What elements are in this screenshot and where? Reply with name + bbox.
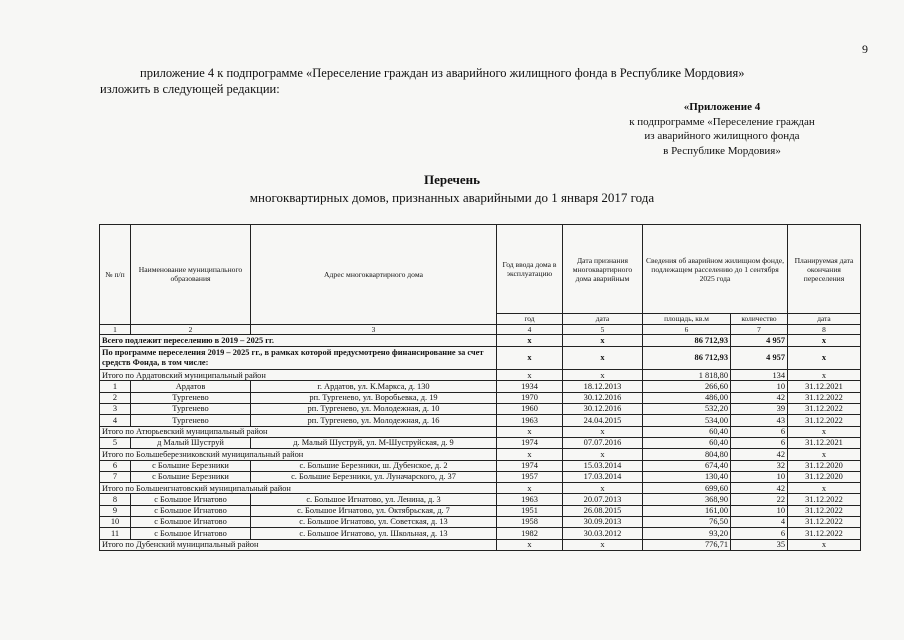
cell-number: 8 bbox=[100, 494, 131, 505]
cell-end-date: 31.12.2022 bbox=[788, 528, 861, 539]
cell-area: 534,00 bbox=[643, 415, 731, 426]
cell-area: 60,40 bbox=[643, 426, 731, 437]
table-row bbox=[100, 460, 861, 471]
district-total-row bbox=[100, 426, 861, 437]
housing-table bbox=[99, 224, 861, 551]
cell-area: 266,60 bbox=[643, 381, 731, 392]
cell-count: 42 bbox=[731, 483, 788, 494]
cell-area: 486,00 bbox=[643, 392, 731, 403]
cell-date: 30.12.2016 bbox=[563, 404, 643, 415]
cell-end-date: 31.12.2022 bbox=[788, 494, 861, 505]
cell-count: 6 bbox=[731, 437, 788, 448]
cell-year: x bbox=[497, 449, 563, 460]
cell-municipality: с Большие Березники bbox=[131, 471, 251, 482]
cell-year: 1974 bbox=[497, 460, 563, 471]
cell-date: x bbox=[563, 426, 643, 437]
cell-end-date: x bbox=[788, 539, 861, 550]
table-row bbox=[100, 437, 861, 448]
cell-area: 699,60 bbox=[643, 483, 731, 494]
cell-municipality: с Большое Игнатово bbox=[131, 505, 251, 516]
district-total-label: Итого по Атюрьевский муниципальный район bbox=[100, 426, 497, 437]
total-count: 4 957 bbox=[731, 335, 788, 347]
cell-count: 43 bbox=[731, 415, 788, 426]
cell-address: с. Большие Березники, ш. Дубенское, д. 2 bbox=[251, 460, 497, 471]
total-row bbox=[100, 335, 861, 347]
cell-municipality: Тургенево bbox=[131, 392, 251, 403]
cell-number: 3 bbox=[100, 404, 131, 415]
appendix-block bbox=[602, 100, 842, 158]
header-cell: № п/п bbox=[100, 225, 131, 325]
appendix-line-2: из аварийного жилищного фонда bbox=[644, 130, 800, 142]
cell-end-date: 31.12.2021 bbox=[788, 381, 861, 392]
cell-municipality: с Большое Игнатово bbox=[131, 494, 251, 505]
cell-number: 2 bbox=[100, 392, 131, 403]
cell-end-date: 31.12.2022 bbox=[788, 505, 861, 516]
program-area: 86 712,93 bbox=[643, 347, 731, 370]
cell-area: 1 818,80 bbox=[643, 370, 731, 381]
cell-end-date: 31.12.2022 bbox=[788, 415, 861, 426]
subheader-cell: дата bbox=[563, 314, 643, 325]
cell-end-date: x bbox=[788, 449, 861, 460]
total-label: Всего подлежит переселению в 2019 – 2025 гг. bbox=[100, 335, 497, 347]
index-cell: 7 bbox=[731, 324, 788, 335]
table-row bbox=[100, 517, 861, 528]
cell-municipality: с Большое Игнатово bbox=[131, 528, 251, 539]
cell-municipality: с Большое Игнатово bbox=[131, 517, 251, 528]
cell-area: 76,50 bbox=[643, 517, 731, 528]
cell-area: 161,00 bbox=[643, 505, 731, 516]
cell-end-date: 31.12.2020 bbox=[788, 460, 861, 471]
cell-address: с. Большое Игнатово, ул. Ленина, д. 3 bbox=[251, 494, 497, 505]
index-cell: 6 bbox=[643, 324, 731, 335]
table-row bbox=[100, 471, 861, 482]
intro-line-2: изложить в следующей редакции: bbox=[100, 82, 280, 96]
table-row bbox=[100, 494, 861, 505]
cell-number: 11 bbox=[100, 528, 131, 539]
cell-municipality: Тургенево bbox=[131, 404, 251, 415]
cell-number: 6 bbox=[100, 460, 131, 471]
table-row bbox=[100, 404, 861, 415]
cell-municipality: д Малый Шуструй bbox=[131, 437, 251, 448]
program-end: x bbox=[788, 347, 861, 370]
cell-date: 07.07.2016 bbox=[563, 437, 643, 448]
table-row bbox=[100, 505, 861, 516]
district-total-label: Итого по Дубенский муниципальный район bbox=[100, 539, 497, 550]
cell-count: 42 bbox=[731, 392, 788, 403]
cell-number: 5 bbox=[100, 437, 131, 448]
cell-year: x bbox=[497, 426, 563, 437]
cell-address: д. Малый Шуструй, ул. М-Шуструйская, д. 9 bbox=[251, 437, 497, 448]
page-number: 9 bbox=[862, 42, 868, 56]
cell-address: г. Ардатов, ул. К.Маркса, д. 130 bbox=[251, 381, 497, 392]
subheader-cell: дата bbox=[788, 314, 861, 325]
cell-end-date: 31.12.2021 bbox=[788, 437, 861, 448]
total-year: x bbox=[497, 335, 563, 347]
header-row bbox=[100, 225, 861, 314]
cell-date: x bbox=[563, 370, 643, 381]
total-date: x bbox=[563, 335, 643, 347]
cell-number: 10 bbox=[100, 517, 131, 528]
header-cell: Год ввода дома в эксплуатацию bbox=[497, 225, 563, 314]
cell-year: 1970 bbox=[497, 392, 563, 403]
cell-year: 1963 bbox=[497, 494, 563, 505]
appendix-line-3: в Республике Мордовия» bbox=[663, 144, 781, 157]
cell-area: 130,40 bbox=[643, 471, 731, 482]
index-cell: 2 bbox=[131, 324, 251, 335]
cell-count: 6 bbox=[731, 528, 788, 539]
district-total-row bbox=[100, 449, 861, 460]
cell-number: 9 bbox=[100, 505, 131, 516]
index-cell: 5 bbox=[563, 324, 643, 335]
cell-count: 10 bbox=[731, 381, 788, 392]
total-area: 86 712,93 bbox=[643, 335, 731, 347]
cell-count: 6 bbox=[731, 426, 788, 437]
cell-end-date: x bbox=[788, 483, 861, 494]
header-cell: Сведения об аварийном жилищном фонде, подлежащем расселению до 1 сентября 2025 года bbox=[643, 225, 788, 314]
cell-end-date: 31.12.2022 bbox=[788, 517, 861, 528]
cell-date: 20.07.2013 bbox=[563, 494, 643, 505]
cell-address: рп. Тургенево, ул. Воробьевка, д. 19 bbox=[251, 392, 497, 403]
cell-year: x bbox=[497, 370, 563, 381]
cell-year: x bbox=[497, 483, 563, 494]
cell-date: 30.12.2016 bbox=[563, 392, 643, 403]
index-cell: 3 bbox=[251, 324, 497, 335]
cell-year: 1951 bbox=[497, 505, 563, 516]
cell-area: 60,40 bbox=[643, 437, 731, 448]
cell-count: 10 bbox=[731, 505, 788, 516]
district-total-row bbox=[100, 539, 861, 550]
cell-count: 35 bbox=[731, 539, 788, 550]
cell-date: 24.04.2015 bbox=[563, 415, 643, 426]
doc-subtitle: многоквартирных домов, признанных аварийными до 1 января 2017 года bbox=[249, 190, 655, 205]
cell-year: 1934 bbox=[497, 381, 563, 392]
appendix-title: «Приложение 4 bbox=[683, 101, 761, 113]
cell-area: 776,71 bbox=[643, 539, 731, 550]
header-cell: Наименование муниципального образования bbox=[131, 225, 251, 325]
cell-date: x bbox=[563, 449, 643, 460]
cell-number: 4 bbox=[100, 415, 131, 426]
district-total-label: Итого по Ардатовский муниципальный район bbox=[100, 370, 497, 381]
cell-area: 804,80 bbox=[643, 449, 731, 460]
cell-address: рп. Тургенево, ул. Молодежная, д. 16 bbox=[251, 415, 497, 426]
cell-address: с. Большие Березники, ул. Луначарского, д. 37 bbox=[251, 471, 497, 482]
cell-year: 1958 bbox=[497, 517, 563, 528]
intro-line-1: приложение 4 к подпрограмме «Переселение граждан из аварийного жилищного фонда в Республике Мордовия» bbox=[140, 66, 745, 80]
appendix-line-1: к подпрограмме «Переселение граждан bbox=[629, 115, 815, 128]
cell-number: 1 bbox=[100, 381, 131, 392]
cell-area: 674,40 bbox=[643, 460, 731, 471]
district-total-label: Итого по Большеигнатовский муниципальный район bbox=[100, 483, 497, 494]
cell-year: 1974 bbox=[497, 437, 563, 448]
program-label: По программе переселения 2019 – 2025 гг., в рамках которой предусмотрено финансирование за счет средств Фонда, в том числе: bbox=[100, 347, 497, 370]
cell-address: с. Большое Игнатово, ул. Советская, д. 13 bbox=[251, 517, 497, 528]
district-total-row bbox=[100, 483, 861, 494]
program-count: 4 957 bbox=[731, 347, 788, 370]
cell-address: с. Большое Игнатово, ул. Школьная, д. 13 bbox=[251, 528, 497, 539]
program-row bbox=[100, 347, 861, 370]
cell-count: 39 bbox=[731, 404, 788, 415]
index-cell: 8 bbox=[788, 324, 861, 335]
district-total-row bbox=[100, 370, 861, 381]
index-cell: 4 bbox=[497, 324, 563, 335]
cell-municipality: с Большие Березники bbox=[131, 460, 251, 471]
cell-count: 32 bbox=[731, 460, 788, 471]
subheader-cell: количество bbox=[731, 314, 788, 325]
cell-count: 22 bbox=[731, 494, 788, 505]
total-end: x bbox=[788, 335, 861, 347]
cell-date: 30.09.2013 bbox=[563, 517, 643, 528]
cell-count: 10 bbox=[731, 471, 788, 482]
cell-year: 1960 bbox=[497, 404, 563, 415]
cell-end-date: 31.12.2020 bbox=[788, 471, 861, 482]
cell-date: 26.08.2015 bbox=[563, 505, 643, 516]
cell-count: 134 bbox=[731, 370, 788, 381]
cell-date: x bbox=[563, 539, 643, 550]
cell-area: 368,90 bbox=[643, 494, 731, 505]
table-row bbox=[100, 528, 861, 539]
cell-date: 17.03.2014 bbox=[563, 471, 643, 482]
cell-count: 42 bbox=[731, 449, 788, 460]
cell-address: с. Большое Игнатово, ул. Октябрьская, д. 7 bbox=[251, 505, 497, 516]
cell-number: 7 bbox=[100, 471, 131, 482]
cell-count: 4 bbox=[731, 517, 788, 528]
header-cell: Дата признания многоквартирного дома аварийным bbox=[563, 225, 643, 314]
cell-date: 30.03.2012 bbox=[563, 528, 643, 539]
cell-year: 1963 bbox=[497, 415, 563, 426]
cell-municipality: Тургенево bbox=[131, 415, 251, 426]
cell-address: рп. Тургенево, ул. Молодежная, д. 10 bbox=[251, 404, 497, 415]
cell-date: x bbox=[563, 483, 643, 494]
cell-municipality: Ардатов bbox=[131, 381, 251, 392]
cell-year: 1982 bbox=[497, 528, 563, 539]
cell-year: 1957 bbox=[497, 471, 563, 482]
table-row bbox=[100, 415, 861, 426]
subheader-cell: год bbox=[497, 314, 563, 325]
cell-year: x bbox=[497, 539, 563, 550]
subheader-cell: площадь, кв.м bbox=[643, 314, 731, 325]
program-year: x bbox=[497, 347, 563, 370]
table-row bbox=[100, 392, 861, 403]
cell-area: 532,20 bbox=[643, 404, 731, 415]
cell-end-date: 31.12.2022 bbox=[788, 404, 861, 415]
cell-date: 18.12.2013 bbox=[563, 381, 643, 392]
program-date: x bbox=[563, 347, 643, 370]
doc-title: Перечень bbox=[423, 172, 481, 187]
header-cell: Адрес многоквартирного дома bbox=[251, 225, 497, 325]
district-total-label: Итого по Большеберезниковский муниципальный район bbox=[100, 449, 497, 460]
cell-area: 93,20 bbox=[643, 528, 731, 539]
cell-end-date: x bbox=[788, 370, 861, 381]
cell-date: 15.03.2014 bbox=[563, 460, 643, 471]
index-cell: 1 bbox=[100, 324, 131, 335]
header-cell: Планируемая дата окончания переселения bbox=[788, 225, 861, 314]
table-row bbox=[100, 381, 861, 392]
index-row bbox=[100, 324, 861, 335]
cell-end-date: x bbox=[788, 426, 861, 437]
cell-end-date: 31.12.2022 bbox=[788, 392, 861, 403]
